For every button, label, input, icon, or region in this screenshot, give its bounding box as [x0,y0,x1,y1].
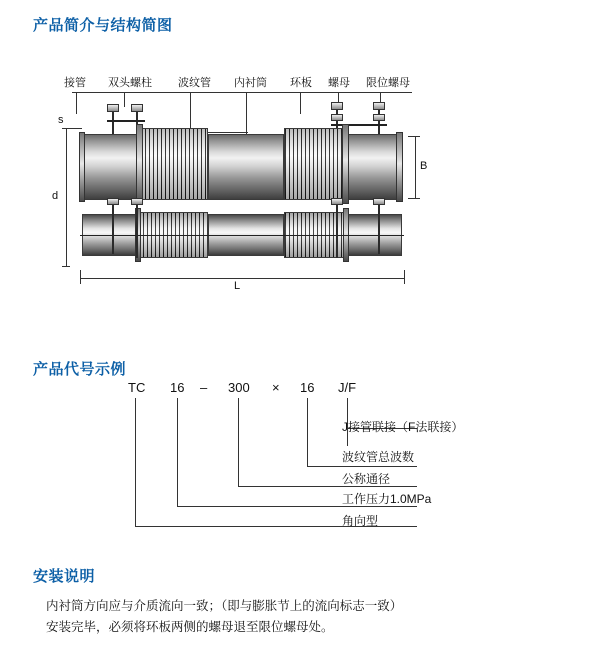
code-segment-waves: 16 [300,380,315,395]
code-h-diameter [238,486,417,487]
product-code-diagram [80,380,520,545]
leader-3 [190,92,191,132]
ring-plate-right [342,124,349,204]
dim-B-tick-bottom [408,198,420,199]
dimension-B: B [420,160,428,172]
bottom-stud-left-1 [112,202,114,254]
code-segment-dash: – [200,380,208,395]
code-segment-type: TC [128,380,146,395]
code-segment-connection: J/F [338,380,357,395]
code-segment-pressure: 16 [170,380,185,395]
section-title-code: 产品代号示例 [33,361,127,378]
section-title-install: 安装说明 [33,568,96,585]
callout-label-1: 接管 [64,77,86,89]
bottom-centerline [80,235,404,236]
flange-end-left [79,132,85,202]
code-h-waves [307,466,417,467]
bottom-nut-left-1 [107,198,119,205]
end-pipe-right [346,134,400,200]
callout-label-2: 双头螺柱 [108,77,152,89]
ring-plate-left [136,124,143,204]
bottom-nut-left-2 [131,198,143,205]
dim-d-tick-bottom [62,266,70,267]
code-line-type [135,398,136,526]
nut-left-1 [107,104,119,112]
callout-label-6: 螺母 [328,77,350,89]
code-desc-diameter: 公称通径 [342,472,391,486]
code-segment-times: × [272,380,280,395]
callout-label-5: 环板 [290,77,312,89]
bottom-limit-nut [373,198,385,205]
code-line-waves [307,398,308,466]
callout-label-3: 波纹管 [178,77,211,89]
dimension-d: d [52,190,59,202]
product-structure-diagram [50,62,550,292]
callout-label-4: 内衬筒 [234,77,267,89]
bellows-right [284,128,346,200]
end-pipe-left [82,134,140,200]
bottom-stud-left-2 [136,202,138,258]
install-notes [46,596,566,638]
limit-nut-right-2 [373,114,385,121]
nut-right-2 [331,114,343,121]
code-desc-waves: 波纹管总波数 [342,450,415,464]
dim-L-line [80,278,404,279]
stud-crossbar-left [107,120,145,122]
dim-d-tick-top [62,128,70,129]
limit-nut-right [373,102,385,110]
dim-B-tick-top [408,136,420,137]
stud-crossbar-right [331,124,387,126]
code-segment-diameter: 300 [228,380,250,395]
code-desc-type: 角向型 [342,514,379,528]
code-desc-connection: J接管联接（F法联接） [342,420,464,434]
code-line-pressure [177,398,178,506]
dimension-L: L [234,280,241,292]
bottom-stud-right-2 [378,202,380,254]
middle-liner [208,134,284,200]
code-line-diameter [238,398,239,486]
nut-left-2 [131,104,143,112]
leader-1 [76,92,77,114]
dim-B-line [415,136,416,198]
nut-right-1 [331,102,343,110]
install-note-2: 安装完毕，必须将环板两侧的螺母退至限位螺母处。 [46,620,334,634]
callout-label-7: 限位螺母 [366,77,410,89]
leader-2 [124,92,125,107]
leader-5 [300,92,301,114]
dim-L-tick-left [80,270,81,284]
dimension-s: s [58,114,64,126]
section-title-intro: 产品简介与结构简图 [33,17,173,34]
flange-end-right [396,132,403,202]
bellows-left [140,128,208,200]
dim-d-line [66,128,67,266]
bottom-nut-right-1 [331,198,343,205]
install-note-1: 内衬筒方向应与介质流向一致；（即与膨胀节上的流向标志一致） [46,599,403,613]
bottom-stud-right-1 [336,202,338,258]
code-desc-pressure: 工作压力1.0MPa [342,492,432,506]
callout-rule [72,92,412,93]
dim-L-tick-right [404,270,405,284]
